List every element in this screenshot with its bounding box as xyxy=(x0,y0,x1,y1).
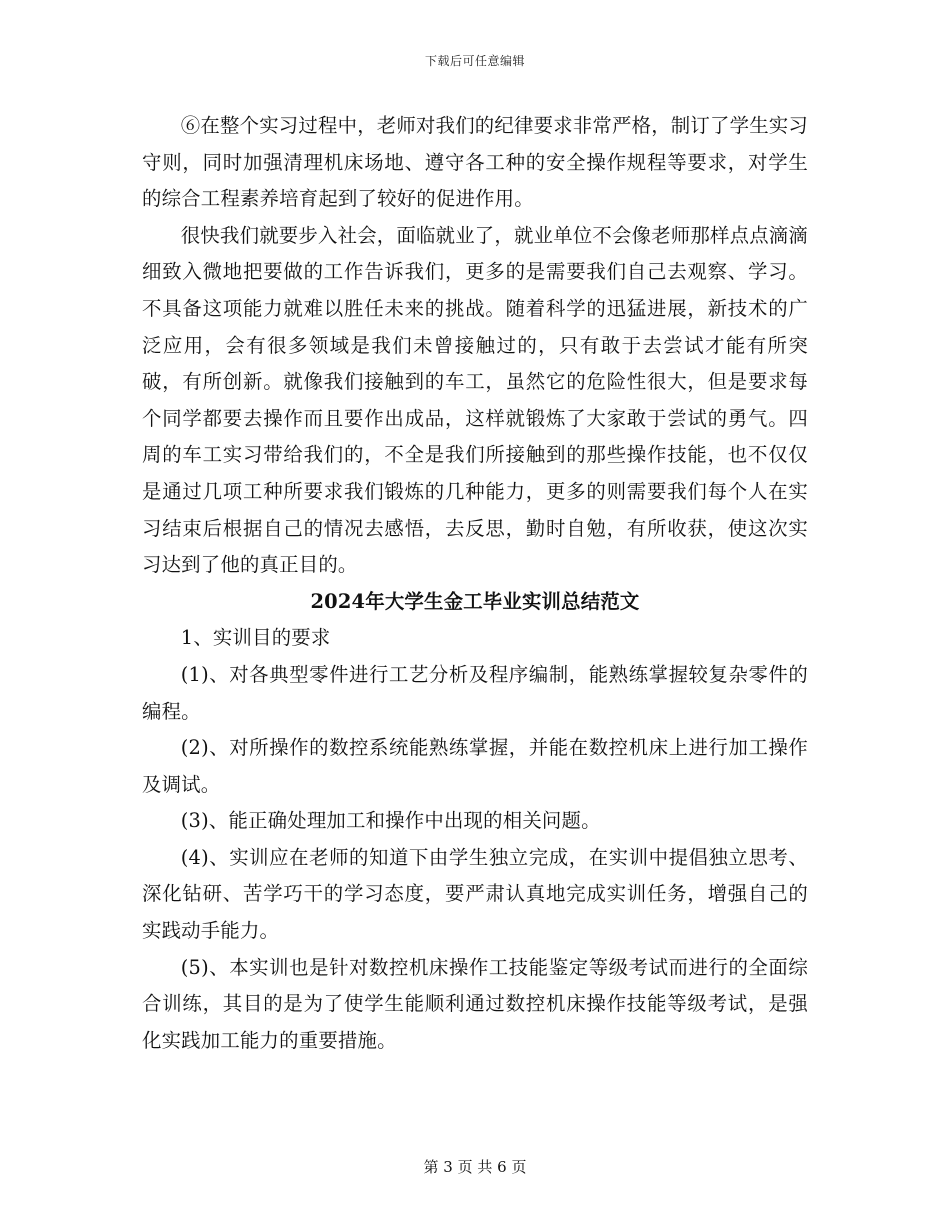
paragraph: (4)、实训应在老师的知道下由学生独立完成，在实训中提倡独立思考、深化钻研、苦学巧干的学习态度，要严肃认真地完成实训任务，增强自己的实践动手能力。 xyxy=(142,845,808,943)
document-body xyxy=(142,108,808,1059)
page-footer: 第 3 页 共 6 页 xyxy=(423,1158,527,1176)
section-title: 2024年大学生金工毕业实训总结范文 xyxy=(310,589,640,613)
page-header: 下载后可任意编辑 xyxy=(424,54,525,68)
paragraph: (2)、对所操作的数控系统能熟练掌握，并能在数控机床上进行加工操作及调试。 xyxy=(142,736,808,796)
paragraph: (5)、本实训也是针对数控机床操作工技能鉴定等级考试而进行的全面综合训练，其目的是为了使学生能顺利通过数控机床操作技能等级考试，是强化实践加工能力的重要措施。 xyxy=(142,955,808,1052)
paragraph: (1)、对各典型零件进行工艺分析及程序编制，能熟练掌握较复杂零件的编程。 xyxy=(142,662,808,723)
paragraph: 1、实训目的要求 xyxy=(180,626,331,650)
paragraph: 很快我们就要步入社会，面临就业了，就业单位不会像老师那样点点滴滴细致入微地把要做的工作告诉我们，更多的是需要我们自己去观察、学习。不具备这项能力就难以胜任未来的挑战。随着科学的迅猛进展，新技术的广泛应用，会有很多领域是我们未曾接触过的，只有敢于去尝试才能有所突破，有所创新。就像我们接触到的车工，虽然它的危险性很大，但是要求每个同学都要去操作而且要作出成品，这样就锻炼了大家敢于尝试的勇气。四周的车工实习带给我们的，不全是我们所接触到的那些操作技能，也不仅仅是通过几项工种所要求我们锻炼的几种能力，更多的则需要我们每个人在实习结束后根据自己的情况去感悟，去反思，勤时自勉，有所收获，使这次实习达到了他的真正目的。 xyxy=(142,223,808,577)
paragraph: ⑥在整个实习过程中，老师对我们的纪律要求非常严格，制订了学生实习守则，同时加强清理机床场地、遵守各工种的安全操作规程等要求，对学生的综合工程素养培育起到了较好的促进作用。 xyxy=(142,114,808,211)
paragraph: (3)、能正确处理加工和操作中出现的相关问题。 xyxy=(180,809,601,833)
